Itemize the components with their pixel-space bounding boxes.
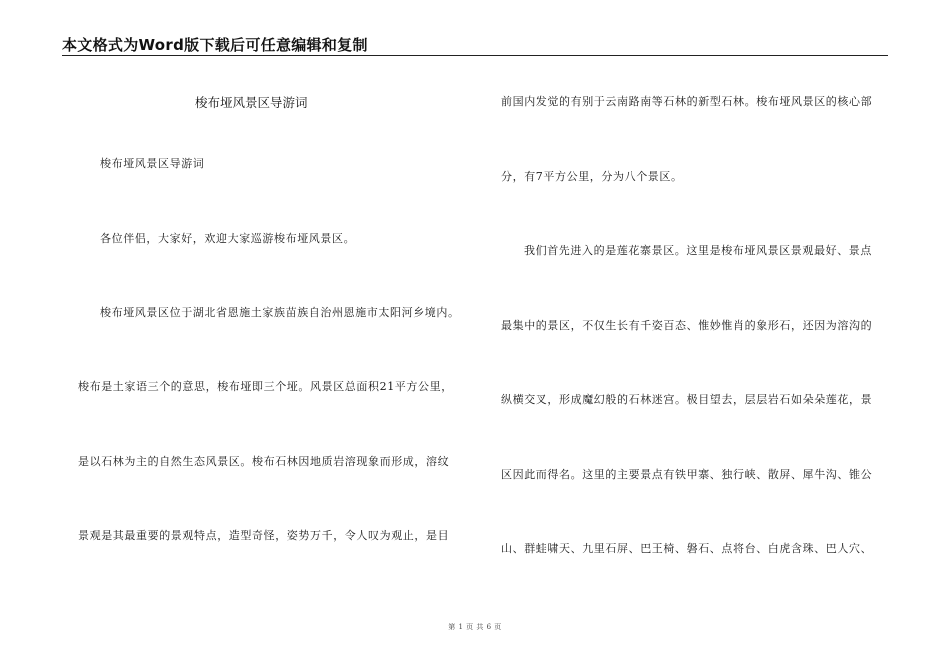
left-column-line: 梭布垭风景区导游词 — [100, 157, 205, 170]
right-column-line: 我们首先进入的是莲花寨景区。这里是梭布垭风景区景观最好、景点 — [524, 244, 872, 257]
document-title: 梭布垭风景区导游词 — [195, 95, 308, 110]
right-column-line: 最集中的景区，不仅生长有千姿百态、惟妙惟肖的象形石，还因为溶沟的 — [501, 319, 873, 332]
right-column-line: 纵横交叉，形成魔幻般的石林迷宫。极目望去，层层岩石如朵朵莲花，景 — [501, 393, 873, 406]
page-footer: 第 1 页 共 6 页 — [448, 623, 502, 631]
left-column-line: 是以石林为主的自然生态风景区。梭布石林因地质岩溶现象而形成，溶纹 — [78, 455, 450, 468]
left-column-line: 景观是其最重要的景观特点，造型奇怪，姿势万千，令人叹为观止，是目 — [78, 529, 450, 542]
header-divider — [62, 55, 888, 56]
right-column-line: 区因此而得名。这里的主要景点有铁甲寨、独行峡、散屏、犀牛沟、锥公 — [501, 468, 873, 481]
left-column-line: 梭布垭风景区位于湖北省恩施土家族苗族自治州恩施市太阳河乡境内。 — [100, 306, 460, 319]
right-column-line: 山、群蛙啸天、九里石屏、巴王椅、磐石、点将台、白虎含珠、巴人穴、 — [501, 542, 873, 555]
right-column-line: 分，有7平方公里，分为八个景区。 — [501, 170, 683, 183]
left-column-line: 梭布是土家语三个的意思，梭布垭即三个垭。风景区总面积21平方公里， — [78, 380, 453, 393]
document-header: 本文格式为Word版下载后可任意编辑和复制 — [62, 36, 368, 54]
left-column-line: 各位伴侣，大家好，欢迎大家巡游梭布垭风景区。 — [100, 232, 356, 245]
right-column-line: 前国内发觉的有别于云南路南等石林的新型石林。梭布垭风景区的核心部 — [501, 95, 873, 108]
